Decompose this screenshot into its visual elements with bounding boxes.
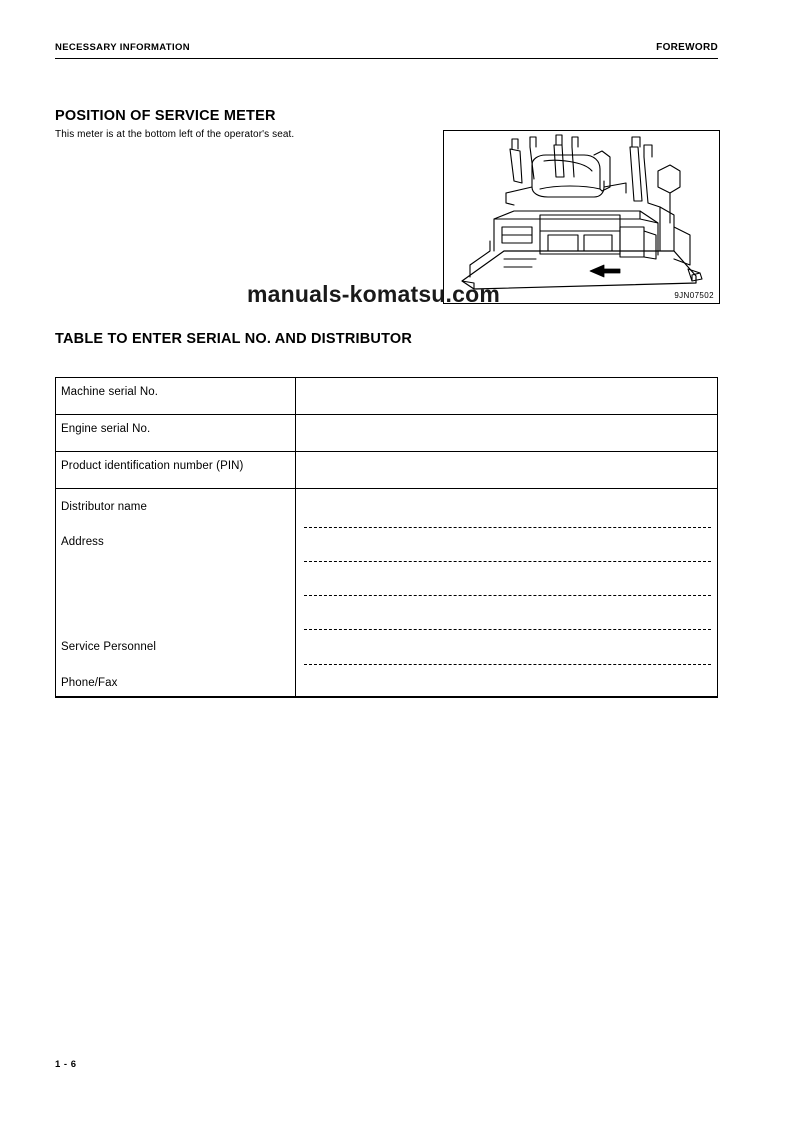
page-number: 1 - 6 — [55, 1059, 77, 1070]
table-cell-write-in-lines[interactable] — [296, 489, 717, 696]
header-left-title: NECESSARY INFORMATION — [55, 42, 190, 53]
section-body-position-of-service-meter: This meter is at the bottom left of the operator's seat. — [55, 129, 295, 140]
table-cell-label: Engine serial No. — [56, 415, 296, 451]
section-title-position-of-service-meter: POSITION OF SERVICE METER — [55, 108, 276, 124]
table-cell-labels-distributor — [56, 489, 296, 696]
watermark-text: manuals-komatsu.com — [247, 281, 501, 307]
label-distributor-name: Distributor name — [61, 501, 147, 513]
write-in-line[interactable] — [304, 561, 711, 562]
table-row-distributor-block — [56, 489, 717, 697]
serial-distributor-table — [55, 377, 718, 698]
write-in-line[interactable] — [304, 629, 711, 630]
table-cell-value-engine-serial-no[interactable] — [296, 415, 717, 451]
figure-code: 9JN07502 — [674, 291, 714, 300]
table-row — [56, 415, 717, 452]
label-service-personnel: Service Personnel — [61, 641, 157, 653]
table-cell-value-pin[interactable] — [296, 452, 717, 488]
write-in-line[interactable] — [304, 595, 711, 596]
machine-cab-line-drawing — [444, 131, 717, 301]
write-in-line[interactable] — [304, 664, 711, 665]
table-row — [56, 452, 717, 489]
table-row — [56, 378, 717, 415]
header-right-title: FOREWORD — [656, 42, 718, 53]
write-in-line[interactable] — [304, 527, 711, 528]
table-cell-label: Machine serial No. — [56, 378, 296, 414]
page-header — [55, 42, 718, 64]
table-cell-value-machine-serial-no[interactable] — [296, 378, 717, 414]
operator-seat-illustration — [443, 130, 720, 304]
section-title-table-to-enter-serial-no: TABLE TO ENTER SERIAL NO. AND DISTRIBUTOR — [55, 331, 413, 347]
label-phone-fax: Phone/Fax — [61, 677, 118, 689]
label-address: Address — [61, 536, 104, 548]
table-cell-label: Product identification number (PIN) — [56, 452, 296, 488]
header-divider — [55, 58, 718, 59]
